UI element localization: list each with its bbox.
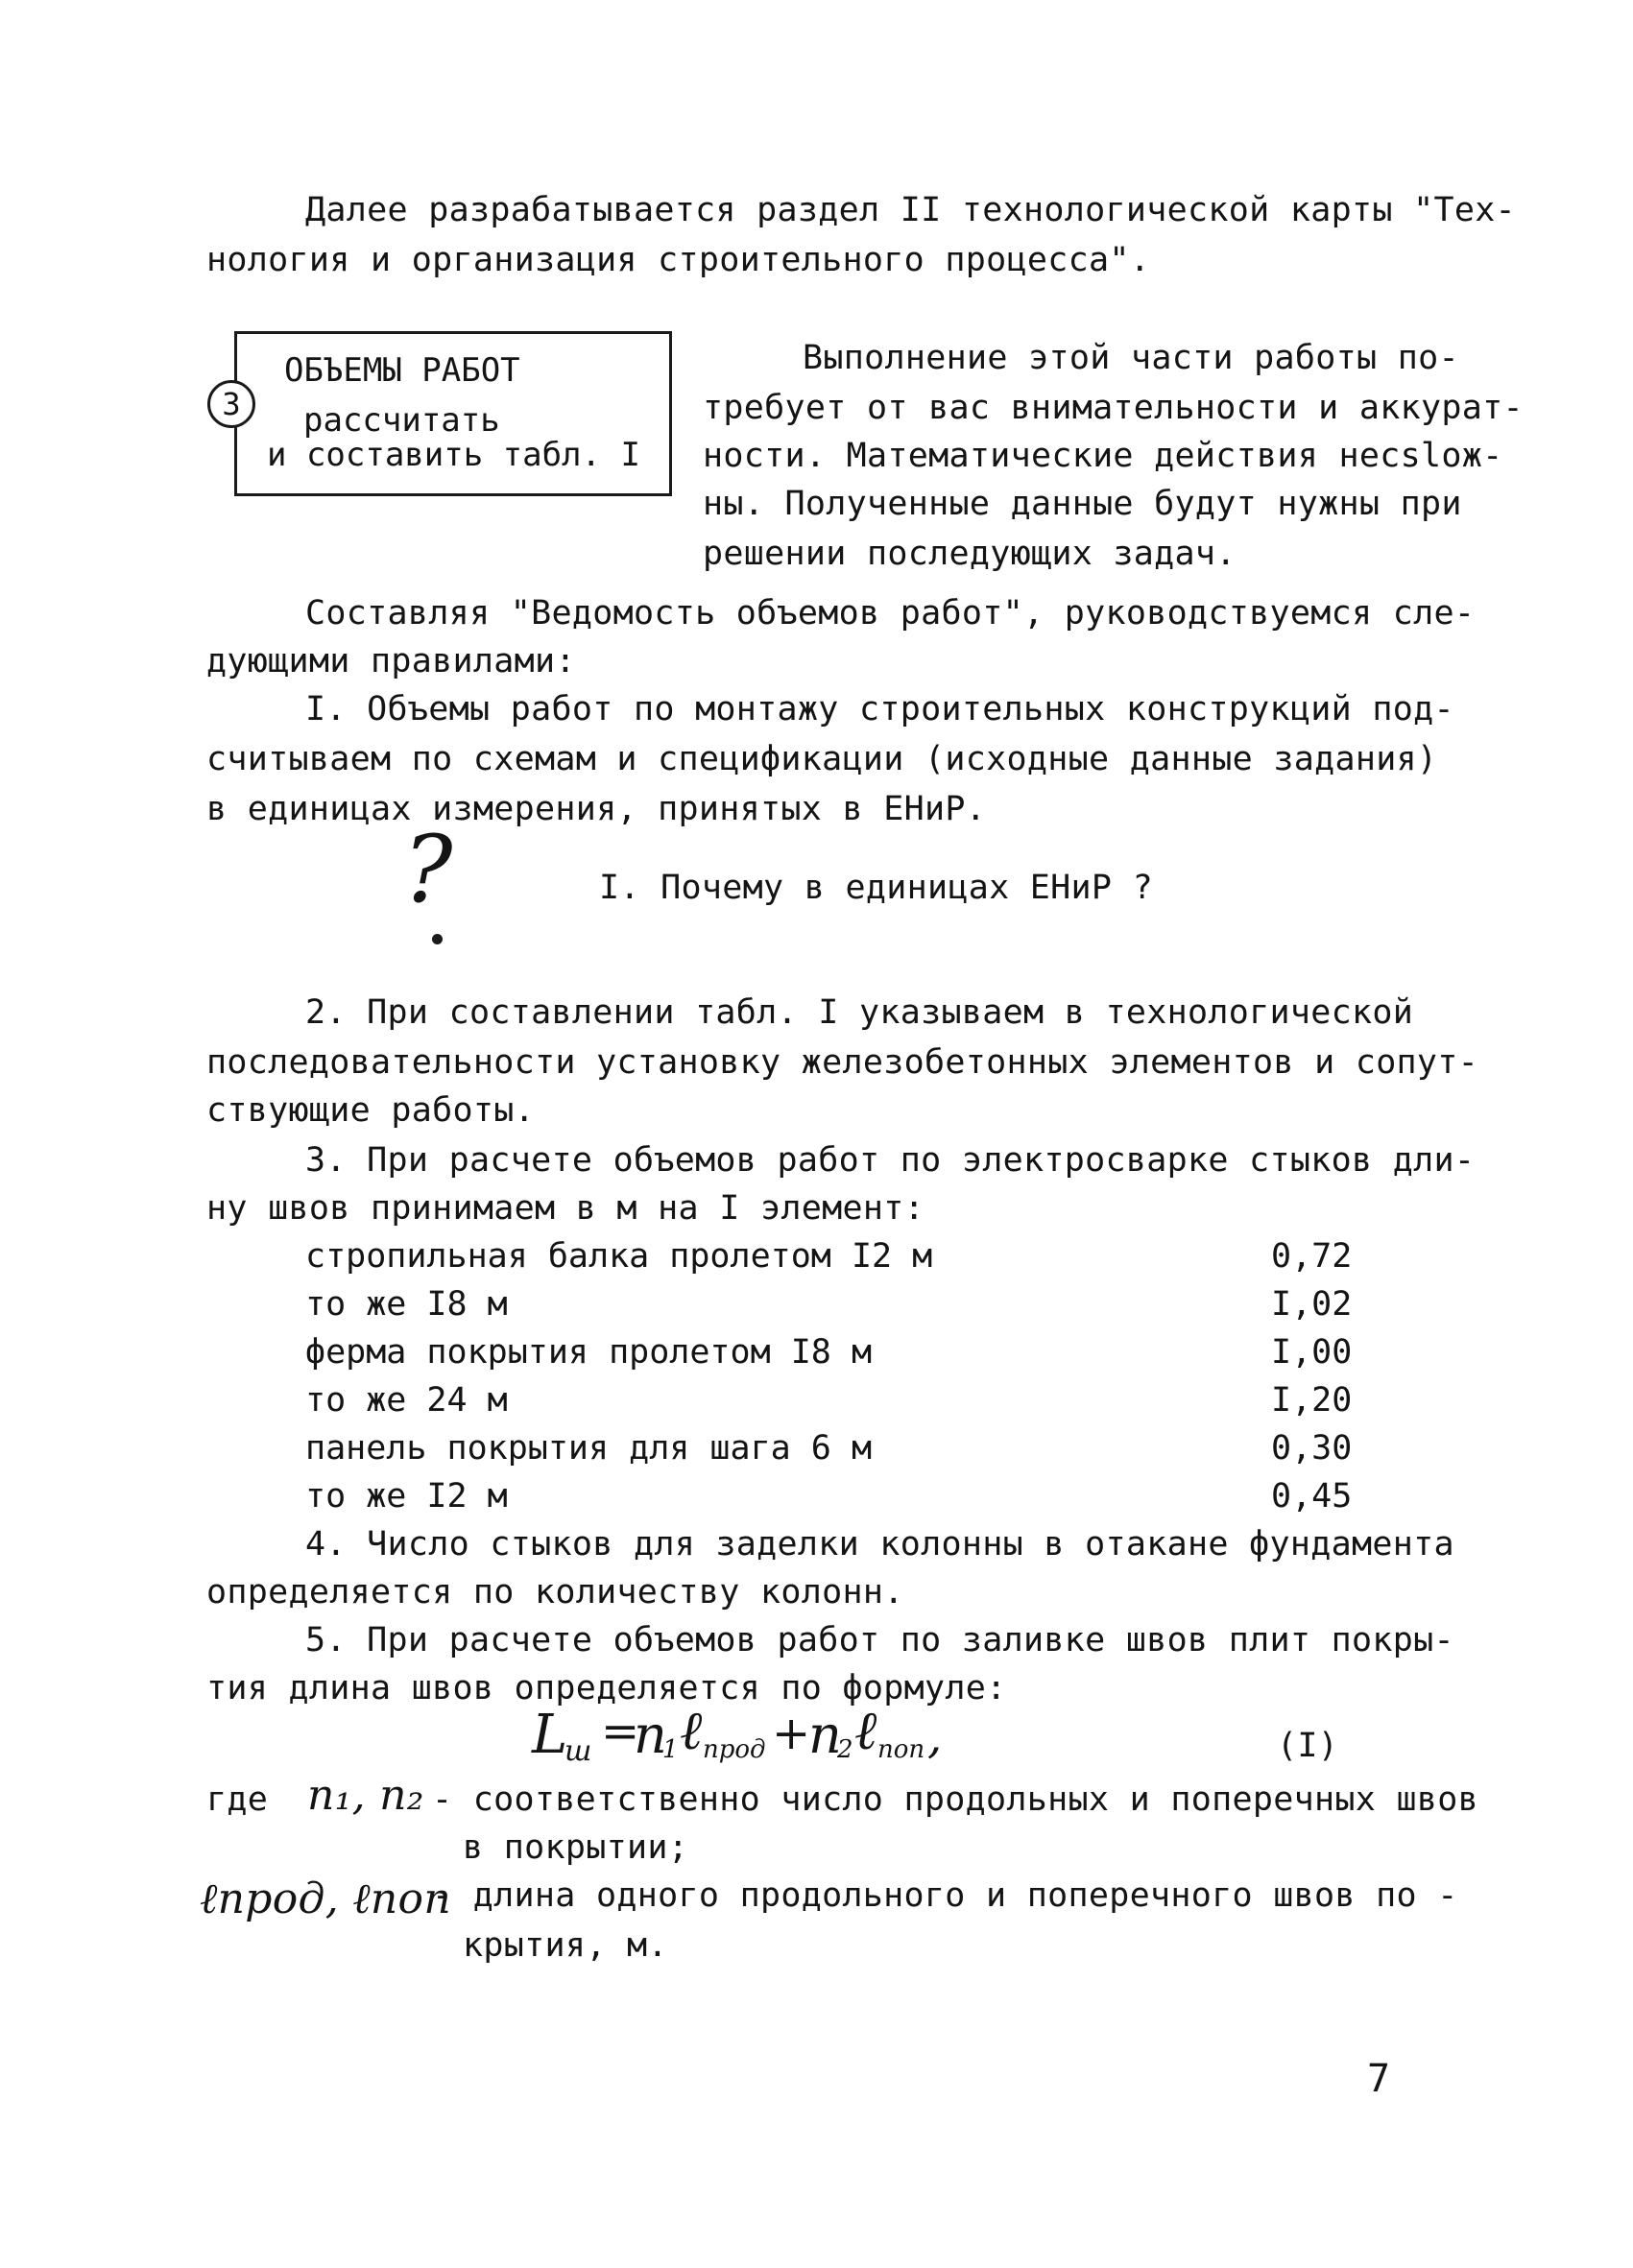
question-text: I. Почему в единицах ЕНиР ?: [599, 869, 1154, 907]
weld-row-2-value: I,02: [1271, 1285, 1353, 1324]
rule-5-line-2: тия длина швов определяется по формуле:: [206, 1669, 1007, 1707]
formula-l-prod-sub: прод: [703, 1735, 766, 1764]
formula-equals: =: [601, 1705, 640, 1758]
rule-3-line-2: ну швов принимаем в м на I элемент:: [206, 1189, 925, 1228]
formula-l-pop-sub: поп: [877, 1735, 925, 1764]
side-text-line-5: решении последующих задач.: [703, 535, 1237, 573]
intro-line-2: нология и организация строительного процесса".: [206, 241, 1151, 279]
rule-2-line-1: 2. При составлении табл. I указываем в технологической: [305, 993, 1414, 1032]
formula-l-pop: ℓ: [854, 1700, 877, 1762]
formula-plus: +: [772, 1707, 811, 1760]
legend-def-1-line-2: в покрытии;: [463, 1828, 689, 1867]
formula-n1-sub: 1: [662, 1735, 679, 1764]
callout-number-badge: 3: [207, 380, 255, 428]
rule-4-line-2: определяется по количеству колонн.: [206, 1573, 904, 1611]
formula-lhs: L: [532, 1704, 568, 1766]
weld-row-1-value: 0,72: [1271, 1237, 1353, 1276]
question-mark-icon: ?: [403, 816, 453, 923]
side-text-line-4: ны. Полученные данные будут нужны при: [703, 485, 1462, 523]
formula-number: (I): [1277, 1727, 1339, 1765]
formula-n2: n: [808, 1705, 842, 1765]
callout-line-3: и составить табл. I: [267, 436, 640, 474]
weld-row-5-item: панель покрытия для шага 6 м: [305, 1429, 873, 1468]
weld-row-4-item: то же 24 м: [305, 1381, 508, 1420]
weld-row-6-item: то же I2 м: [305, 1477, 508, 1516]
weld-row-6-value: 0,45: [1271, 1477, 1353, 1516]
legend-symbol-n: n₁, n₂: [307, 1771, 424, 1820]
weld-row-4-value: I,20: [1271, 1381, 1353, 1420]
callout-title: ОБЪЕМЫ РАБОТ: [284, 351, 520, 390]
callout-line-2: рассчитать: [303, 401, 500, 440]
rule-5-line-1: 5. При расчете объемов работ по заливке швов плит покры-: [305, 1621, 1454, 1659]
page-number: 7: [1367, 2057, 1391, 2101]
legend-def-2-line-1: - длина одного продольного и поперечного швов по -: [432, 1876, 1458, 1915]
question-mark-dot: [432, 934, 443, 944]
seam-length-formula: [532, 1699, 1012, 1785]
weld-row-2-item: то же I8 м: [305, 1285, 508, 1324]
formula-lhs-sub: ш: [564, 1734, 592, 1768]
legend-def-1-line-1: - соответственно число продольных и поперечных швов: [432, 1780, 1478, 1819]
side-text-line-2: требует от вас внимательности и аккурат-: [703, 389, 1524, 427]
legend-where: где: [206, 1780, 269, 1819]
formula-n2-sub: 2: [837, 1735, 853, 1764]
rule-4-line-1: 4. Число стыков для заделки колонны в отакане фундамента: [305, 1525, 1454, 1564]
rule-1-line-2: считываем по схемам и спецификации (исходные данные задания): [206, 740, 1438, 778]
side-text-line-3: ности. Математические действия несslож-: [703, 437, 1503, 475]
rule-1-line-1: I. Объемы работ по монтажу строительных конструкций под-: [305, 690, 1454, 728]
intro-line-1: Далее разрабатывается раздел II технологической карты "Тех-: [305, 191, 1516, 229]
rule-2-line-2: последовательности установку железобетонных элементов и сопут-: [206, 1043, 1479, 1082]
weld-row-3-value: I,00: [1271, 1333, 1353, 1372]
side-text-line-1: Выполнение этой части работы по-: [803, 339, 1459, 377]
rules-intro-line-2: дующими правилами:: [206, 642, 576, 680]
rules-intro-line-1: Составляя "Ведомость объемов работ", руководствуемся сле-: [305, 594, 1476, 633]
legend-def-2-line-2: крытия, м.: [463, 1926, 668, 1965]
weld-row-1-item: стропильная балка пролетом I2 м: [305, 1237, 933, 1276]
formula-l-prod: ℓ: [680, 1700, 703, 1762]
weld-row-3-item: ферма покрытия пролетом I8 м: [305, 1333, 873, 1372]
rule-3-line-1: 3. При расчете объемов работ по электросварке стыков дли-: [305, 1141, 1476, 1180]
rule-1-line-3: в единицах измерения, принятых в ЕНиР.: [206, 790, 987, 828]
formula-n1: n: [634, 1705, 667, 1765]
weld-row-5-value: 0,30: [1271, 1429, 1353, 1468]
legend-symbol-l: ℓпрод, ℓпоп: [200, 1874, 451, 1923]
formula-comma: ,: [927, 1710, 943, 1764]
rule-2-line-3: ствующие работы.: [206, 1091, 535, 1130]
